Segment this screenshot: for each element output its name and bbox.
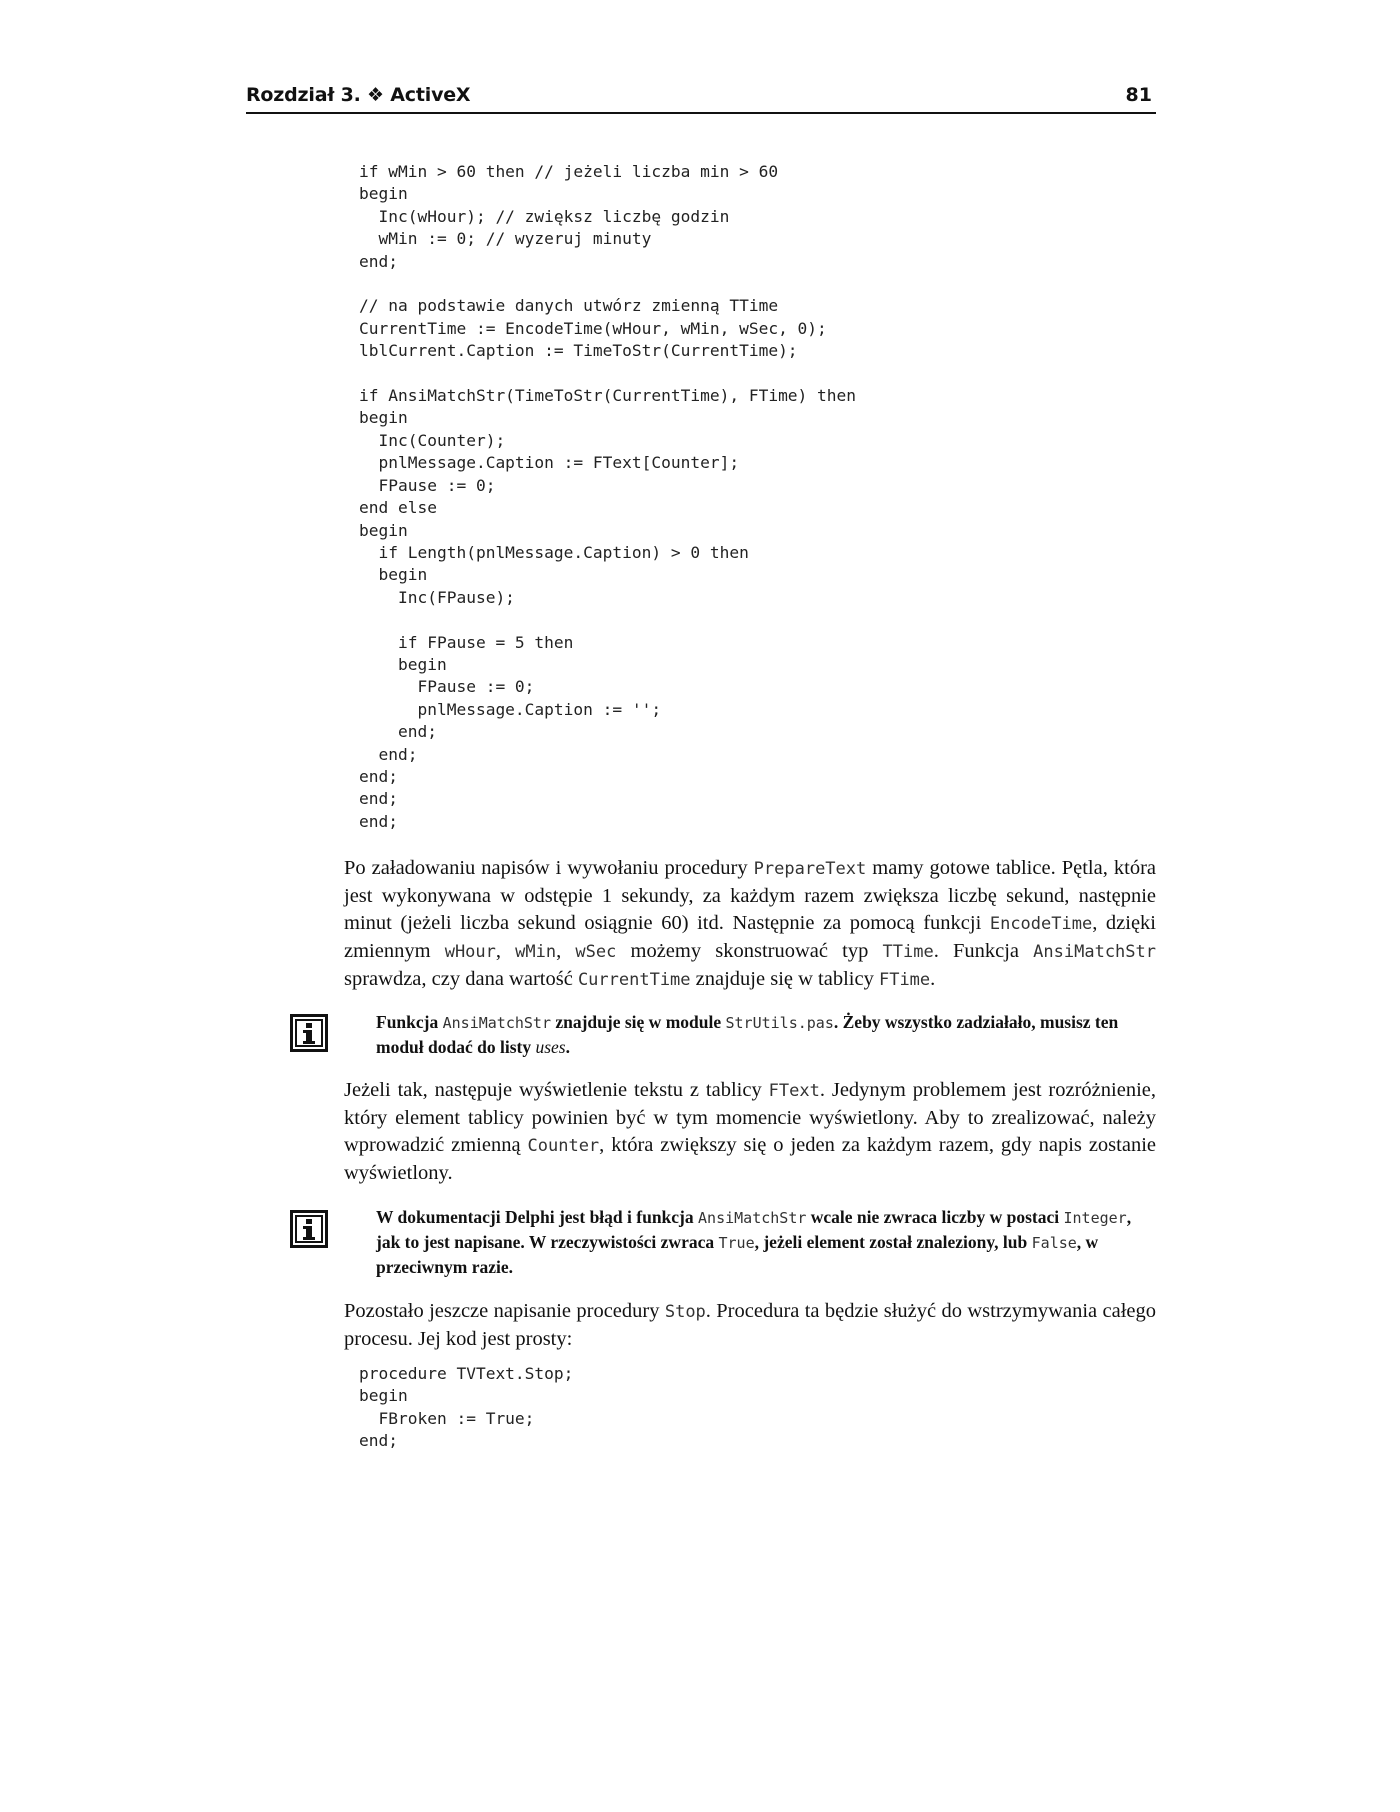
text-run: wcale nie zwraca liczby w postaci xyxy=(806,1207,1064,1227)
text-run: , xyxy=(556,940,576,962)
page-number: 81 xyxy=(1125,84,1152,106)
text-run: znajduje się w module xyxy=(550,1012,726,1032)
inline-code: EncodeTime xyxy=(989,914,1093,934)
paragraph-loop-description xyxy=(344,855,1156,994)
text-run: Po załadowaniu napisów i wywołaniu procedury xyxy=(344,857,754,879)
text-run: , dzięki zmiennym xyxy=(344,912,1156,962)
inline-code: False xyxy=(1031,1234,1077,1252)
text-run: możemy skonstruować typ xyxy=(616,940,883,962)
inline-code: FText xyxy=(768,1081,820,1101)
text-run: . xyxy=(930,968,936,990)
inline-code: TTime xyxy=(882,942,934,962)
inline-code: AnsiMatchStr xyxy=(1033,942,1156,962)
code-block-stop: procedure TVText.Stop; begin FBroken := True; end; xyxy=(359,1364,574,1451)
text-run: , jeżeli element został znaleziony, lub xyxy=(754,1232,1032,1252)
inline-code: AnsiMatchStr xyxy=(698,1209,807,1227)
inline-code: wMin xyxy=(515,942,557,962)
text-run: sprawdza, czy dana wartość xyxy=(344,968,578,990)
paragraph-counter xyxy=(344,1077,1156,1187)
text-run: . xyxy=(565,1037,570,1057)
chapter-title: Rozdział 3. ❖ ActiveX xyxy=(246,84,471,106)
text-run: znajduje się w tablicy xyxy=(690,968,879,990)
inline-code: AnsiMatchStr xyxy=(442,1014,551,1032)
text-run: Pozostało jeszcze napisanie procedury xyxy=(344,1300,665,1322)
inline-code: wSec xyxy=(575,942,617,962)
text-run: . Żeby wszystko zadziałało, musisz ten moduł dodać do listy xyxy=(376,1012,1119,1057)
info-icon xyxy=(290,1210,328,1248)
text-run: , jak to jest napisane. W rzeczywistości zwraca xyxy=(376,1207,1132,1252)
italic-term: uses xyxy=(535,1037,566,1057)
inline-code: Integer xyxy=(1063,1209,1127,1227)
text-run: , xyxy=(495,940,516,962)
text-run: . Funkcja xyxy=(933,940,1034,962)
inline-code: True xyxy=(718,1234,755,1252)
text-run: Jeżeli tak, następuje wyświetlenie tekstu z tablicy xyxy=(344,1079,769,1101)
note-delphi-doc-error xyxy=(376,1205,1156,1279)
inline-code: Stop xyxy=(664,1302,706,1322)
text-run: , w przeciwnym razie. xyxy=(376,1232,1099,1277)
text-run: . Procedura ta będzie służyć do wstrzymywania całego procesu. Jej kod jest prosty: xyxy=(344,1300,1156,1350)
text-run: . Jedynym problemem jest rozróżnienie, który element tablicy powinien być w tym momencie wyświetlony. Aby to zrealizować, należy wprowadzić zmienną xyxy=(344,1079,1156,1156)
running-header xyxy=(246,84,1156,114)
inline-code: FTime xyxy=(878,970,931,990)
note-strutils xyxy=(376,1010,1156,1059)
text-run: , która zwiększy się o jeden za każdym razem, gdy napis zostanie wyświetlony. xyxy=(344,1134,1156,1184)
info-icon xyxy=(290,1014,328,1052)
text-run: mamy gotowe tablice. Pętla, która jest wykonywana w odstępie 1 sekundy, za każdym razem zwiększa liczbę sekund, następnie minut (jeżeli liczba sekund osiągnie 60) itd. Następnie za pomocą funkcji xyxy=(344,857,1156,934)
inline-code: wHour xyxy=(444,942,496,962)
code-block-timer: if wMin > 60 then // jeżeli liczba min > 60 begin Inc(wHour); // zwiększ liczbę godzin wMin := 0; // wyzeruj minuty end; // na podstawie danych utwórz zmienną TTime CurrentTime := EncodeTime(wHour, wMin, wSec, 0); lblCurrent.Caption := TimeToStr(CurrentTime); if AnsiMatchStr(TimeToStr(CurrentTime), FTime) then begin Inc(Counter); pnlMessage.Caption := FText[Counter]; FPause := 0; end else begin if Length(pnlMessage.Caption) > 0 then begin Inc(FPause); if FPause = 5 then begin FPause := 0; pnlMessage.Caption := ''; end; end; end; end; end; xyxy=(359,162,857,831)
inline-code: CurrentTime xyxy=(577,970,691,990)
paragraph-stop-procedure xyxy=(344,1298,1156,1353)
text-run: Funkcja xyxy=(376,1012,443,1032)
inline-code: StrUtils.pas xyxy=(725,1014,834,1032)
inline-code: Counter xyxy=(527,1136,600,1156)
text-run: W dokumentacji Delphi jest błąd i funkcja xyxy=(376,1207,699,1227)
inline-code: PrepareText xyxy=(753,859,867,879)
